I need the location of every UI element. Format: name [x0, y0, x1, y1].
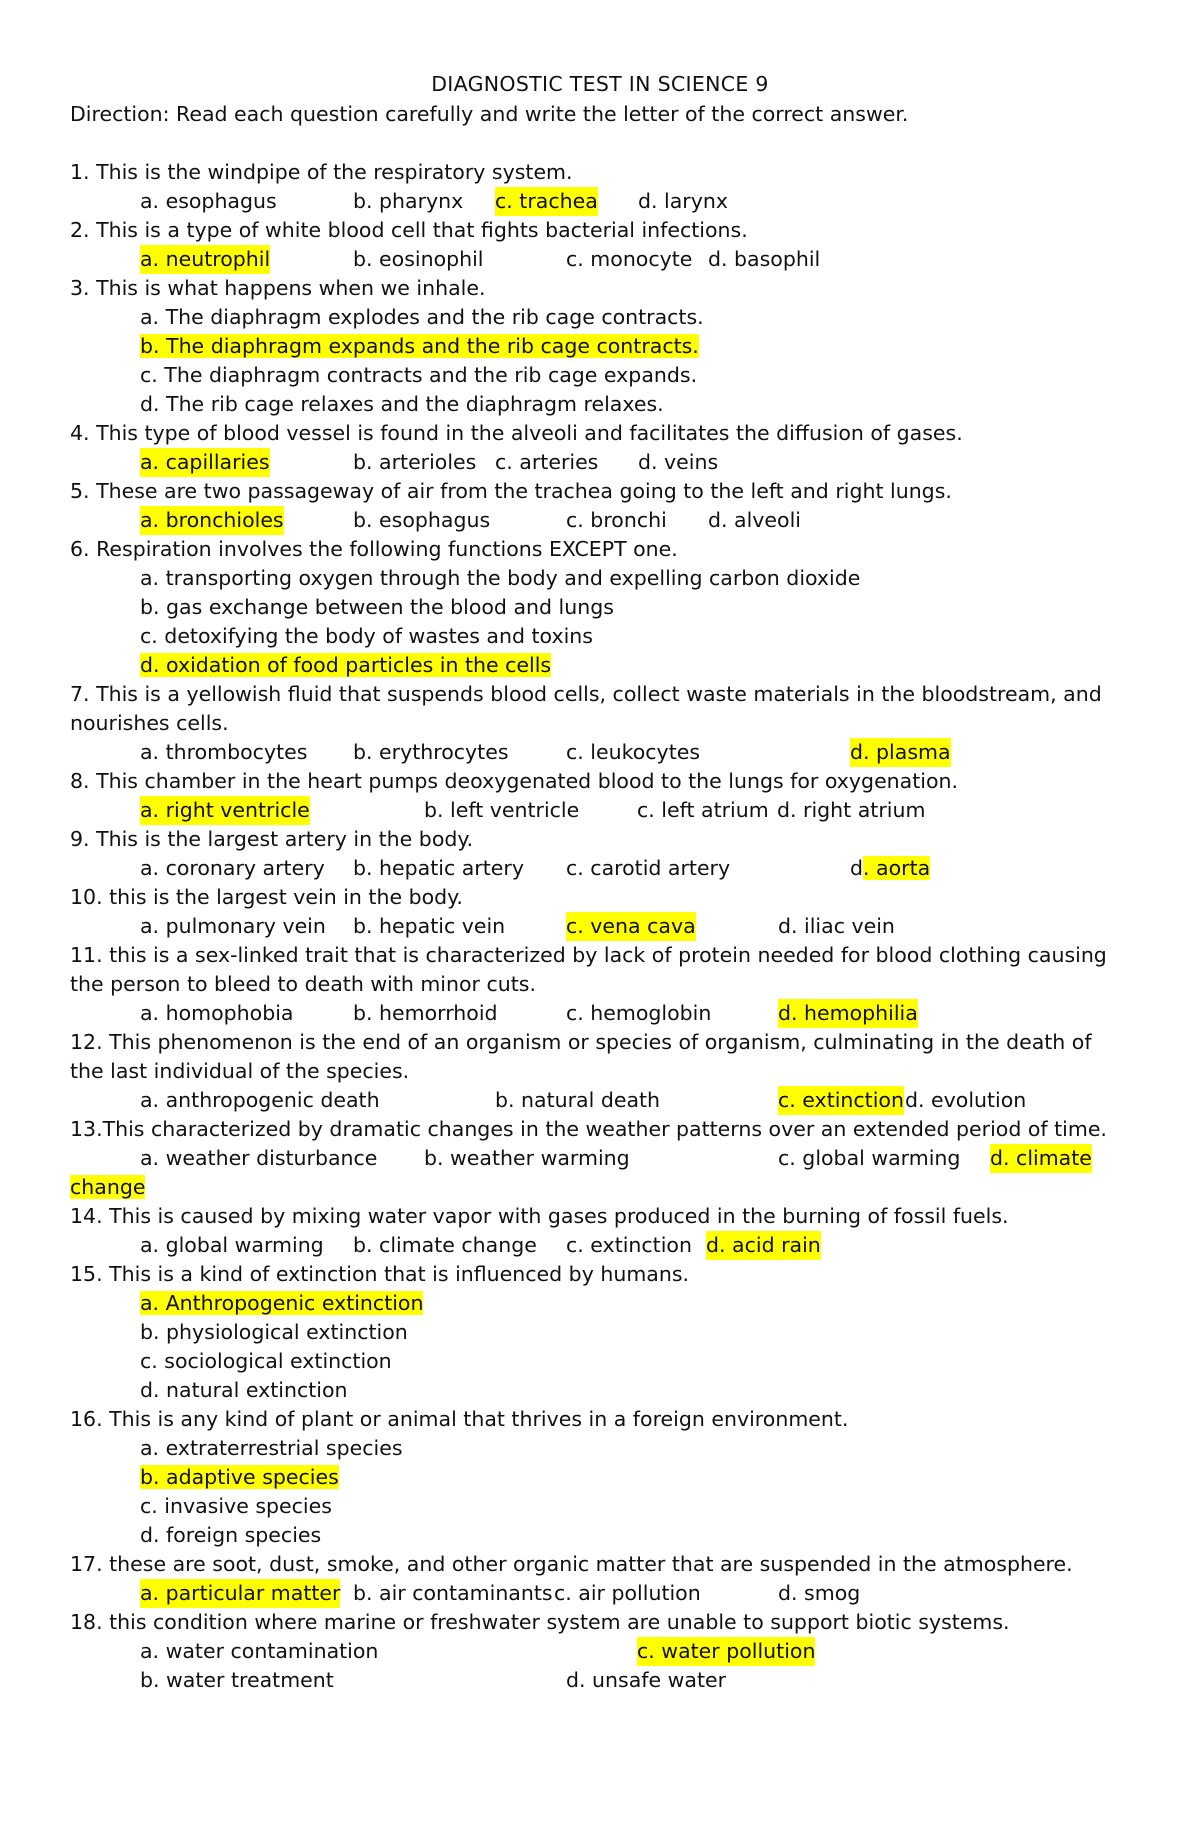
- option-c: c. carotid artery: [566, 856, 731, 880]
- option-d-answer-cont: change: [70, 1175, 146, 1199]
- option-d: d. The rib cage relaxes and the diaphragm relaxes.: [140, 392, 664, 416]
- option-b-answer: b. The diaphragm expands and the rib cage contracts.: [140, 334, 699, 358]
- option-d: d. unsafe water: [566, 1668, 727, 1692]
- option-c: c. monocyte: [566, 247, 693, 271]
- option-a: a. esophagus: [140, 189, 277, 213]
- option-c: c. invasive species: [140, 1494, 332, 1518]
- option-a-answer: a. Anthropogenic extinction: [140, 1291, 424, 1315]
- option-d: d. smog: [778, 1581, 861, 1605]
- option-a-answer: a. right ventricle: [140, 796, 310, 825]
- question-stem: 5. These are two passageway of air from the trachea going to the left and right lungs.: [70, 479, 952, 503]
- option-c: c. hemoglobin: [566, 1001, 712, 1025]
- option-a: a. water contamination: [140, 1639, 379, 1663]
- option-row: [70, 1637, 1130, 1666]
- option-b: b. water treatment: [140, 1668, 334, 1692]
- option-b: b. weather warming: [424, 1146, 630, 1170]
- option-b: b. pharynx: [353, 189, 464, 213]
- option-c-answer: c. trachea: [495, 187, 598, 216]
- option-row: [70, 796, 1130, 825]
- option-c-answer: c. water pollution: [637, 1637, 815, 1666]
- option-a: a. weather disturbance: [140, 1146, 378, 1170]
- option-c: c. bronchi: [566, 508, 667, 532]
- option-a: a. transporting oxygen through the body and expelling carbon dioxide: [140, 566, 861, 590]
- option-c: c. extinction: [566, 1233, 692, 1257]
- option-b: b. climate change: [353, 1233, 537, 1257]
- question-stem: 10. this is the largest vein in the body.: [70, 885, 463, 909]
- option-d: d. iliac vein: [778, 914, 895, 938]
- option-d: d. basophil: [708, 247, 821, 271]
- option-d: d. natural extinction: [140, 1378, 348, 1402]
- option-row: [70, 1579, 1130, 1608]
- option-c-answer: c. vena cava: [566, 912, 696, 941]
- option-a: a. homophobia: [140, 1001, 294, 1025]
- option-row: [70, 738, 1130, 767]
- option-c: c. sociological extinction: [140, 1349, 392, 1373]
- option-a: a. The diaphragm explodes and the rib cage contracts.: [140, 305, 704, 329]
- option-d-answer: d. hemophilia: [778, 999, 918, 1028]
- option-b: b. left ventricle: [424, 798, 580, 822]
- option-b: b. esophagus: [353, 508, 491, 532]
- question-stem: 2. This is a type of white blood cell that fights bacterial infections.: [70, 218, 748, 242]
- option-a-answer: a. particular matter: [140, 1579, 340, 1608]
- question-stem: 16. This is any kind of plant or animal that thrives in a foreign environment.: [70, 1407, 849, 1431]
- option-d-answer: d. acid rain: [706, 1231, 821, 1260]
- question-stem: 8. This chamber in the heart pumps deoxygenated blood to the lungs for oxygenation.: [70, 769, 959, 793]
- option-row: [70, 912, 1130, 941]
- option-b: b. hepatic vein: [353, 914, 506, 938]
- option-b: b. hemorrhoid: [353, 1001, 498, 1025]
- option-a: a. extraterrestrial species: [140, 1436, 403, 1460]
- option-row: [70, 187, 1130, 216]
- option-d: d. veins: [638, 450, 719, 474]
- option-b: b. gas exchange between the blood and lungs: [140, 595, 614, 619]
- option-c: c. left atrium: [637, 798, 769, 822]
- question-stem: 1. This is the windpipe of the respiratory system.: [70, 160, 573, 184]
- option-d: d. right atrium: [777, 798, 926, 822]
- option-a: a. global warming: [140, 1233, 324, 1257]
- option-b-answer: b. adaptive species: [140, 1465, 339, 1489]
- option-d-answer: d. oxidation of food particles in the cells: [140, 653, 552, 677]
- option-d: d. alveoli: [708, 508, 801, 532]
- question-stem: 18. this condition where marine or freshwater system are unable to support biotic systems.: [70, 1610, 1010, 1634]
- question-list: [70, 158, 1130, 1695]
- page-title: DIAGNOSTIC TEST IN SCIENCE 9: [431, 72, 769, 96]
- option-row: [70, 854, 1130, 883]
- option-c: c. leukocytes: [566, 740, 701, 764]
- option-a-answer: a. capillaries: [140, 448, 270, 477]
- option-c-answer: c. extinction: [778, 1086, 904, 1115]
- option-row: [70, 448, 1130, 477]
- question-stem: 9. This is the largest artery in the body.: [70, 827, 474, 851]
- question-stem: 17. these are soot, dust, smoke, and other organic matter that are suspended in the atmosphere.: [70, 1552, 1073, 1576]
- option-d: d. foreign species: [140, 1523, 322, 1547]
- option-b: b. arterioles: [353, 450, 477, 474]
- question-stem: 3. This is what happens when we inhale.: [70, 276, 486, 300]
- option-row: [70, 1666, 1130, 1695]
- option-b: b. erythrocytes: [353, 740, 509, 764]
- option-row: [70, 999, 1130, 1028]
- option-b: b. eosinophil: [353, 247, 484, 271]
- question-stem: 4. This type of blood vessel is found in the alveoli and facilitates the diffusion of gases.: [70, 421, 963, 445]
- question-stem: 7. This is a yellowish fluid that suspends blood cells, collect waste materials in the bloodstream, and nourishes cells.: [70, 682, 1102, 735]
- option-c: c. detoxifying the body of wastes and toxins: [140, 624, 593, 648]
- option-a: a. pulmonary vein: [140, 914, 326, 938]
- option-b: b. hepatic artery: [353, 856, 524, 880]
- option-row: [70, 1144, 1130, 1173]
- option-row: [70, 245, 1130, 274]
- option-d-answer: d. aorta: [850, 856, 931, 880]
- option-c: c. global warming: [778, 1146, 961, 1170]
- option-c: c. The diaphragm contracts and the rib cage expands.: [140, 363, 698, 387]
- option-row: [70, 506, 1130, 535]
- option-row: [70, 1231, 1130, 1260]
- question-stem: 15. This is a kind of extinction that is influenced by humans.: [70, 1262, 690, 1286]
- question-stem: 11. this is a sex-linked trait that is characterized by lack of protein needed for blood clothing causing the person to bleed to death with minor cuts.: [70, 943, 1107, 996]
- option-b: b. physiological extinction: [140, 1320, 408, 1344]
- option-d: d. larynx: [638, 189, 728, 213]
- option-b: b. natural death: [495, 1088, 661, 1112]
- question-stem: 13.This characterized by dramatic changes in the weather patterns over an extended period of time.: [70, 1117, 1107, 1141]
- option-a: a. thrombocytes: [140, 740, 308, 764]
- option-d: d. evolution: [905, 1088, 1027, 1112]
- option-a: a. coronary artery: [140, 856, 325, 880]
- option-a: a. anthropogenic death: [140, 1088, 380, 1112]
- option-b: b. air contaminants: [353, 1581, 553, 1605]
- option-row: [70, 1086, 1130, 1115]
- option-d-answer: d. plasma: [850, 738, 951, 767]
- question-stem: 12. This phenomenon is the end of an organism or species of organism, culminating in the death of the last individual of the species.: [70, 1030, 1092, 1083]
- option-d-answer: d. climate: [990, 1144, 1092, 1173]
- question-stem: 14. This is caused by mixing water vapor with gases produced in the burning of fossil fuels.: [70, 1204, 1009, 1228]
- direction-text: Direction: Read each question carefully and write the letter of the correct answer.: [70, 102, 909, 126]
- option-c: c. arteries: [495, 450, 599, 474]
- option-c: c. air pollution: [554, 1581, 701, 1605]
- option-a-answer: a. bronchioles: [140, 506, 284, 535]
- option-a-answer: a. neutrophil: [140, 245, 270, 274]
- question-stem: 6. Respiration involves the following functions EXCEPT one.: [70, 537, 678, 561]
